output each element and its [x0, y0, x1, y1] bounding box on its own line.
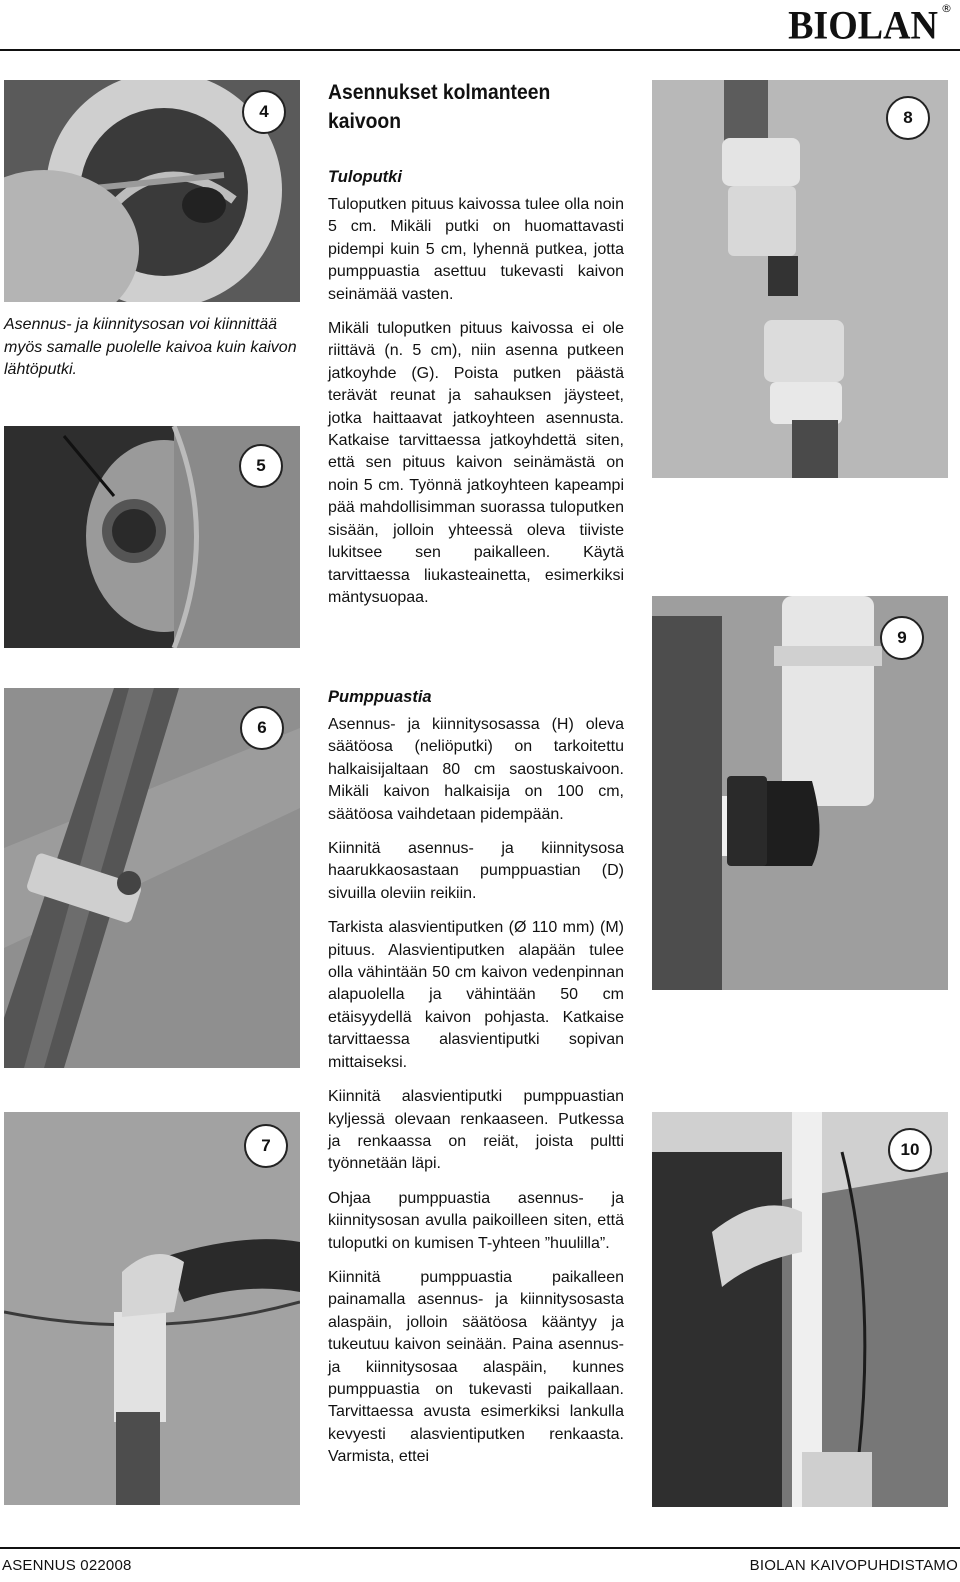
- header-rule: [0, 49, 960, 51]
- photo-4: [4, 80, 300, 302]
- figure-badge-4: 4: [242, 90, 286, 134]
- footer-document-code: ASENNUS 022008: [2, 1557, 132, 1574]
- footer-rule: [0, 1547, 960, 1549]
- tuloputki-heading: Tuloputki: [328, 168, 402, 186]
- brand-logo: BIOLAN: [788, 3, 938, 49]
- pumppuastia-paragraph-4: Kiinnitä alasvientiputki pumppuastian kyljessä olevaan renkaaseen. Putkessa ja renkaassa on reiät, joista pultti työnnetään läpi.: [328, 1088, 624, 1173]
- figure-badge-7: 7: [244, 1124, 288, 1168]
- figure-badge-9: 9: [880, 616, 924, 660]
- tuloputki-section: [328, 166, 624, 609]
- pumppuastia-paragraph-1: Asennus- ja kiinnitysosassa (H) oleva säätöosa (neliöputki) on tarkoitettu halkaisijaltaan 80 cm saostuskaivoon. Mikäli kaivon halkaisija on 100 cm, säätöosa vaihdetaan pidempään.: [328, 716, 624, 823]
- photo-10: [652, 1112, 948, 1507]
- section-title-line-1: Asennukset kolmanteen: [328, 81, 551, 104]
- figure-badge-5: 5: [239, 444, 283, 488]
- tuloputki-paragraph-1: Tuloputken pituus kaivossa tulee olla noin 5 cm. Mikäli putki on huomattavasti pidempi kuin 5 cm, lyhennä putkea, jotta pumppuastia asettuu tukevasti kaivon seinämää vasten.: [328, 196, 624, 303]
- registered-mark: ®: [941, 2, 952, 15]
- photo-9: [652, 596, 948, 990]
- photo-5: [4, 426, 300, 648]
- photo-6: [4, 688, 300, 1068]
- pumppuastia-paragraph-2: Kiinnitä asennus- ja kiinnitysosa haarukkaosastaan pumppuastian (D) sivuilla oleviin reikiin.: [328, 840, 624, 902]
- section-title: [328, 78, 624, 136]
- photo-7: [4, 1112, 300, 1505]
- pumppuastia-paragraph-5: Ohjaa pumppuastia asennus- ja kiinnitysosan avulla paikoilleen siten, että tuloputki on kumisen T-yhteen ”huulilla”.: [328, 1189, 624, 1252]
- figure-badge-8: 8: [886, 96, 930, 140]
- pumppuastia-section: [328, 686, 624, 1469]
- pumppuastia-paragraph-3: Tarkista alasvientiputken (Ø 110 mm) (M) pituus. Alasvientiputken alapään tulee olla vähintään 50 cm kaivon vedenpinnan alapuolella ja vähintään 50 cm etäisyydellä kaivon pohjasta. Katkaise tarvittaessa alasvientiputki sopivan mittaiseksi.: [328, 919, 624, 1071]
- tuloputki-paragraph-2: Mikäli tuloputken pituus kaivossa ei ole riittävä (n. 5 cm), niin asenna putkeen jatkoyhde (G). Poista putken päästä terävät reunat ja sahauksen jäysteet, jotka haittaavat jatkoyhteen asennusta. Katkaise tarvittaessa jatkoyhdettä siten, että sen pituus kaivon seinämästä on noin 5 cm. Työnnä jatkoyhteen kapeampi pää mahdollisimman suorassa tuloputken sisään, jolloin yhteessä oleva tiiviste lukitsee sen paikalleen. Käytä tarvittaessa liukasteainetta, esimerkiksi mäntysuopaa.: [328, 320, 624, 606]
- pumppuastia-paragraph-6: Kiinnitä pumppuastia paikalleen painamalla asennus- ja kiinnitysosasta alaspäin, jolloin säätöosa kääntyy ja tukeutuu kaivon seinään. Paina asennus- ja kiinnitysosaa alaspäin, kunnes pumppuastia on tukevasti paikallaan. Tarvittaessa avusta esimerkiksi lankulla kevyesti alasvientiputken renkaasta. Varmista, ettei: [328, 1268, 624, 1466]
- photo-8: [652, 80, 948, 478]
- figure-caption: Asennus- ja kiinnitysosan voi kiinnittää myös samalle puolelle kaivoa kuin kaivon lähtöputki.: [4, 316, 297, 378]
- section-title-line-2: kaivoon: [328, 110, 402, 133]
- pumppuastia-heading: Pumppuastia: [328, 688, 432, 706]
- figure-badge-10: 10: [888, 1128, 932, 1172]
- figure-badge-6: 6: [240, 706, 284, 750]
- footer-product-name: BIOLAN KAIVOPUHDISTAMO: [749, 1557, 958, 1574]
